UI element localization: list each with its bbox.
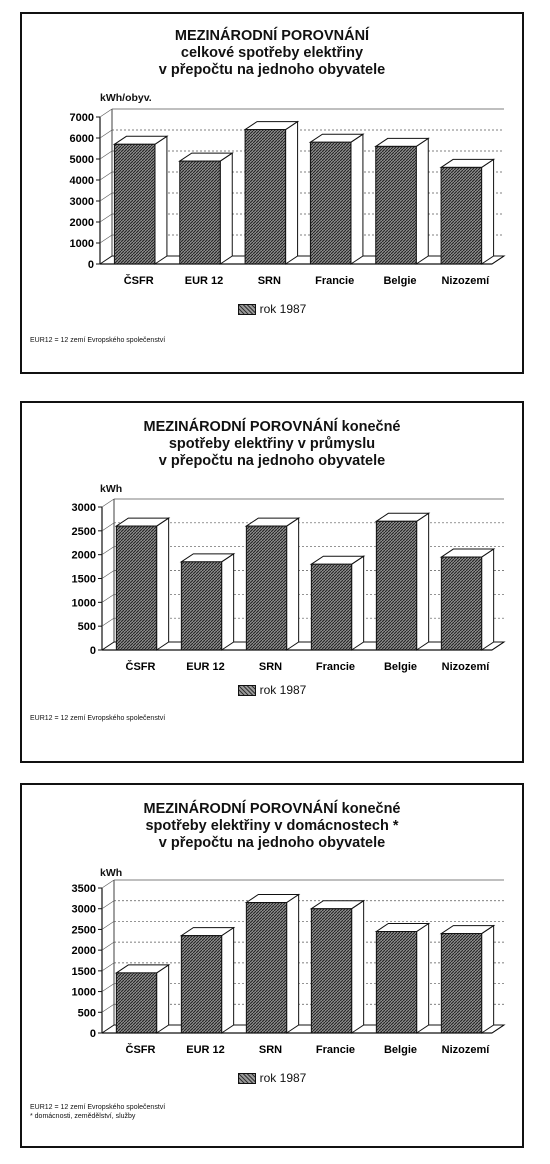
y-tick-label: 2000 <box>71 945 96 958</box>
y-tick-label: 2500 <box>71 525 96 538</box>
gridline-side <box>102 942 114 950</box>
chart-title-line: MEZINÁRODNÍ POROVNÁNÍ konečné <box>143 419 401 435</box>
bar <box>116 973 156 1033</box>
gridline-side <box>100 214 112 222</box>
bar <box>180 161 221 264</box>
legend-swatch <box>238 1073 256 1084</box>
bar <box>311 909 351 1033</box>
gridline-side <box>102 499 114 507</box>
bar <box>116 526 156 650</box>
chart-title-line: MEZINÁRODNÍ POROVNÁNÍ <box>174 28 370 44</box>
gridline-side <box>102 618 114 626</box>
bar-side <box>222 554 234 650</box>
chart-panel-households <box>20 783 524 1148</box>
bar-side <box>416 138 428 264</box>
gridline-side <box>102 984 114 992</box>
y-tick-label: 4000 <box>69 175 94 187</box>
y-tick-label: 0 <box>89 645 96 657</box>
bar-side <box>351 134 363 264</box>
bar <box>376 932 416 1034</box>
chart-title-line: v přepočtu na jednoho obyvatele <box>158 453 386 469</box>
y-tick-label: 1500 <box>71 965 96 978</box>
x-tick-label: EUR 12 <box>184 275 224 287</box>
bar-side <box>482 926 494 1033</box>
y-tick-label: 3000 <box>71 502 96 514</box>
bar <box>376 146 417 264</box>
chart-footnote <box>30 336 165 345</box>
gridline-side <box>100 151 112 159</box>
gridline-side <box>102 921 114 929</box>
footnote-line: * domácnosti, zemědělství, služby <box>30 1113 136 1120</box>
x-tick-label: Francie <box>315 275 355 287</box>
x-tick-label: SRN <box>257 275 281 287</box>
bar-side <box>482 159 494 264</box>
chart-title-line: spotřeby elektřiny v průmyslu <box>168 436 376 452</box>
chart-footnote <box>30 714 165 723</box>
bar-side <box>220 153 232 264</box>
gridline-side <box>102 963 114 971</box>
chart-title-line: v přepočtu na jednoho obyvatele <box>158 835 386 851</box>
x-axis-edge <box>492 256 504 264</box>
chart-legend <box>22 683 522 697</box>
x-tick-label: Nizozemí <box>441 661 490 673</box>
gridline-side <box>102 594 114 602</box>
x-tick-label: Francie <box>315 1044 356 1056</box>
bar-side <box>352 901 364 1033</box>
bar-side <box>482 549 494 650</box>
y-tick-label: 3000 <box>71 903 96 916</box>
y-tick-label: 500 <box>77 1007 96 1020</box>
bar <box>311 564 351 650</box>
bar-side <box>222 928 234 1033</box>
x-tick-label: Nizozemí <box>441 1044 490 1056</box>
chart-footnote <box>30 1103 165 1121</box>
legend-swatch <box>238 304 256 315</box>
y-tick-label: 2000 <box>71 549 96 562</box>
bar <box>310 142 351 264</box>
bar-side <box>155 136 167 264</box>
x-tick-label: SRN <box>258 661 283 673</box>
legend-label: rok 1987 <box>259 683 307 697</box>
legend-label: rok 1987 <box>259 302 307 316</box>
y-axis-unit-label: kWh <box>100 483 123 495</box>
y-tick-label: 6000 <box>69 133 94 145</box>
footnote-line: EUR12 = 12 zemí Evropského společenství <box>30 1104 166 1111</box>
y-tick-label: 5000 <box>69 154 94 166</box>
bar-chart <box>22 14 522 372</box>
y-tick-label: 2000 <box>69 217 94 229</box>
y-tick-label: 2500 <box>71 924 96 937</box>
bar-side <box>352 556 364 650</box>
x-tick-label: ČSFR <box>125 1044 156 1056</box>
y-tick-label: 1000 <box>71 986 96 999</box>
gridline-side <box>100 193 112 201</box>
chart-panel-total <box>20 12 524 374</box>
x-tick-label: Belgie <box>383 1044 418 1056</box>
bar-side <box>157 518 169 650</box>
gridline-side <box>100 109 112 117</box>
legend-label: rok 1987 <box>259 1071 307 1085</box>
bar <box>441 934 481 1033</box>
y-tick-label: 0 <box>89 1028 96 1040</box>
bar <box>245 130 286 264</box>
chart-legend <box>22 302 522 316</box>
bar <box>181 562 221 650</box>
footnote-line: EUR12 = 12 zemí Evropského společenství <box>30 337 166 344</box>
x-tick-label: Belgie <box>383 275 417 287</box>
y-axis-unit-label: kWh <box>100 867 123 879</box>
x-tick-label: Nizozemí <box>441 275 490 287</box>
y-tick-label: 1000 <box>71 597 96 610</box>
x-tick-label: Francie <box>315 661 356 673</box>
y-tick-label: 3000 <box>69 196 94 208</box>
gridline-side <box>100 172 112 180</box>
gridline-side <box>102 523 114 531</box>
bar-side <box>417 513 429 650</box>
x-tick-label: ČSFR <box>125 661 156 673</box>
x-tick-label: Belgie <box>383 661 418 673</box>
gridline-side <box>102 880 114 888</box>
x-tick-label: SRN <box>258 1044 283 1056</box>
y-tick-label: 500 <box>77 621 96 634</box>
y-tick-label: 3500 <box>71 883 96 895</box>
bar-chart <box>22 403 522 761</box>
bar-side <box>287 518 299 650</box>
x-tick-label: EUR 12 <box>186 661 225 673</box>
gridline-side <box>102 571 114 579</box>
x-axis-edge <box>492 1025 504 1033</box>
gridline-side <box>100 130 112 138</box>
bar <box>246 526 286 650</box>
gridline-side <box>102 1004 114 1012</box>
bar <box>181 936 221 1033</box>
x-tick-label: EUR 12 <box>186 1044 225 1056</box>
bar <box>376 521 416 650</box>
x-axis-edge <box>492 642 504 650</box>
chart-title-line: celkové spotřeby elektřiny <box>180 45 364 61</box>
legend-swatch <box>238 685 256 696</box>
y-tick-label: 1500 <box>71 573 96 586</box>
bar <box>114 144 155 264</box>
bar-side <box>157 965 169 1033</box>
gridline-side <box>102 547 114 555</box>
y-axis-unit-label: kWh/obyv. <box>100 92 152 104</box>
footnote-line: EUR12 = 12 zemí Evropského společenství <box>30 715 166 722</box>
gridline-side <box>100 235 112 243</box>
bar-side <box>417 924 429 1034</box>
chart-title-line: v přepočtu na jednoho obyvatele <box>158 62 386 78</box>
bar-side <box>287 895 299 1034</box>
bar <box>246 903 286 1034</box>
chart-title-line: MEZINÁRODNÍ POROVNÁNÍ konečné <box>143 801 401 817</box>
chart-panel-industry <box>20 401 524 763</box>
chart-legend <box>22 1071 522 1085</box>
bar <box>441 557 481 650</box>
gridline-side <box>102 901 114 909</box>
y-tick-label: 7000 <box>69 112 94 124</box>
bar-side <box>286 122 298 264</box>
chart-title-line: spotřeby elektřiny v domácnostech * <box>145 818 399 834</box>
y-tick-label: 1000 <box>69 238 94 250</box>
x-tick-label: ČSFR <box>123 275 154 287</box>
y-tick-label: 0 <box>87 259 94 271</box>
bar-chart <box>22 785 522 1146</box>
bar <box>441 167 482 264</box>
